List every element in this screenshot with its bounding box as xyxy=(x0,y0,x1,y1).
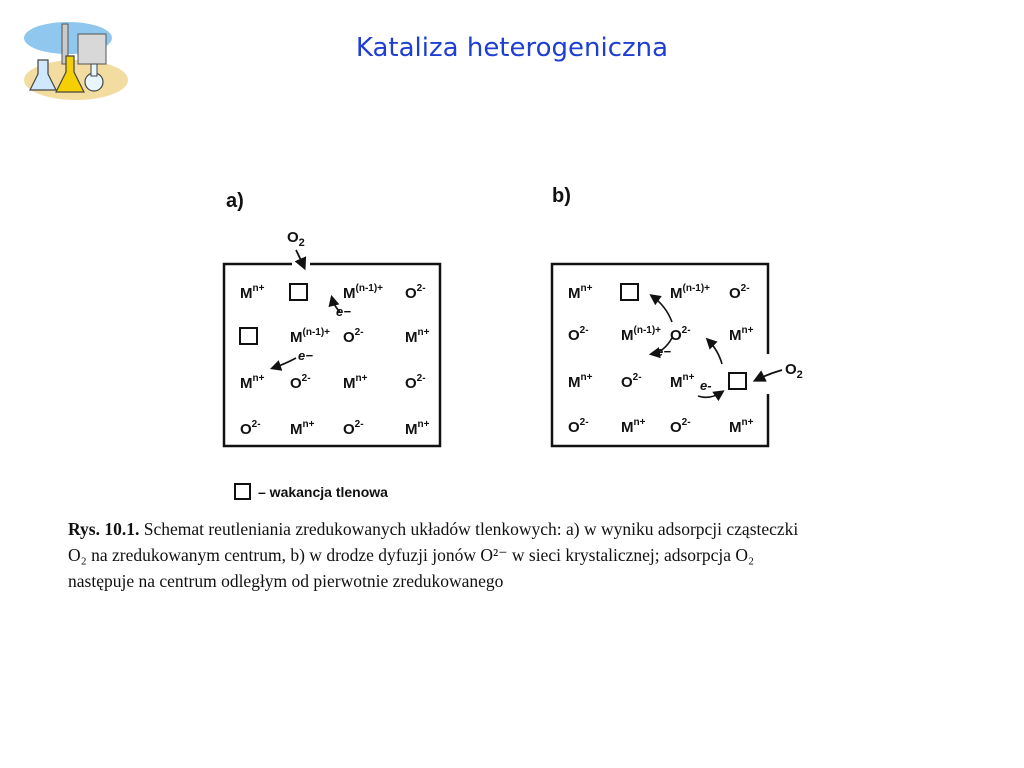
panel-b-lattice xyxy=(568,283,754,436)
panel-a-ion: $O^{2-}$ xyxy=(240,419,261,438)
panel-b-ion: $O^{2-}$ xyxy=(621,372,642,391)
caption-line-3: następuje na centrum odległym od pierwotnie zredukowanego xyxy=(68,571,504,591)
panel-b-vacancy-icon xyxy=(729,373,746,389)
panel-a-ion: $M^{n+}$ xyxy=(343,373,368,392)
panel-b-ion: $M^{n+}$ xyxy=(670,372,695,391)
panel-b-ion: $O^{2-}$ xyxy=(670,325,691,344)
panel-a-vacancy-icon xyxy=(240,328,257,344)
panel-b-ion: $O^{2-}$ xyxy=(729,283,750,302)
panel-b-electron-label-2: e- xyxy=(700,378,712,393)
panel-b-ion: $M^{n+}$ xyxy=(729,325,754,344)
page-title: Kataliza heterogeniczna xyxy=(355,33,669,63)
panel-b-ion: $O^{2-}$ xyxy=(568,325,589,344)
panel-b-ion: $O^{2-}$ xyxy=(670,417,691,436)
panel-b-diffusion-arrow-1 xyxy=(652,296,672,322)
panel-a-ion: $M^{(n-1)+}$ xyxy=(290,327,330,346)
panel-b-ion: $M^{(n-1)+}$ xyxy=(621,325,661,344)
panel-a-electron-label-1: e− xyxy=(336,304,351,319)
panel-a-ion: $O^{2-}$ xyxy=(343,327,364,346)
panel-a-o2-label: $O_2$ xyxy=(287,229,305,249)
panel-a-label: a) xyxy=(226,190,244,212)
caption-number: Rys. 10.1. xyxy=(68,519,140,539)
panel-a-ion: $M^{n+}$ xyxy=(290,419,315,438)
panel-a-ion: $O^{2-}$ xyxy=(290,373,311,392)
panel-b-ion: $M^{n+}$ xyxy=(568,372,593,391)
panel-b-ion: $M^{n+}$ xyxy=(729,417,754,436)
panel-b-diffusion-arrow-2 xyxy=(708,340,722,364)
panel-a-ion: $O^{2-}$ xyxy=(343,419,364,438)
caption-line-2: O₂ na zredukowanym centrum, b) w drodze dyfuzji jonów O²⁻ w sieci krystalicznej; adsorpcja O₂ xyxy=(68,545,755,565)
panel-b-vacancy-icon xyxy=(621,284,638,300)
panel-a-o2-arrow xyxy=(296,250,304,267)
figure-caption xyxy=(68,516,980,594)
legend-vacancy-icon xyxy=(235,484,250,499)
panel-b-ion: $M^{(n-1)+}$ xyxy=(670,283,710,302)
panel-a-electron-arrow-2 xyxy=(273,358,296,368)
panel-a-vacancy-icon xyxy=(290,284,307,300)
panel-b-ion: $O^{2-}$ xyxy=(568,417,589,436)
panel-a-ion: $O^{2-}$ xyxy=(405,373,426,392)
panel-b-o2-arrow xyxy=(756,370,782,380)
panel-a-ion: $M^{n+}$ xyxy=(405,419,430,438)
panel-a-ion: $M^{n+}$ xyxy=(405,327,430,346)
panel-b-label: b) xyxy=(552,185,571,207)
panel-a-ion: $M^{n+}$ xyxy=(240,373,265,392)
panel-b-ion: $M^{n+}$ xyxy=(621,417,646,436)
panel-a-ion: $O^{2-}$ xyxy=(405,283,426,302)
panel-b-o2-label: $O_2$ xyxy=(785,361,803,381)
panel-a-ion: $M^{n+}$ xyxy=(240,283,265,302)
legend-text: – wakancja tlenowa xyxy=(258,484,388,500)
caption-line-1: Schemat reutleniania zredukowanych układów tlenkowych: a) w wyniku adsorpcji cząsteczki xyxy=(143,519,799,539)
panel-b-electron-label-1: e− xyxy=(656,344,671,359)
panel-b-ion: $M^{n+}$ xyxy=(568,283,593,302)
panel-a-ion: $M^{(n-1)+}$ xyxy=(343,283,383,302)
panel-a-electron-label-2: e− xyxy=(298,348,313,363)
